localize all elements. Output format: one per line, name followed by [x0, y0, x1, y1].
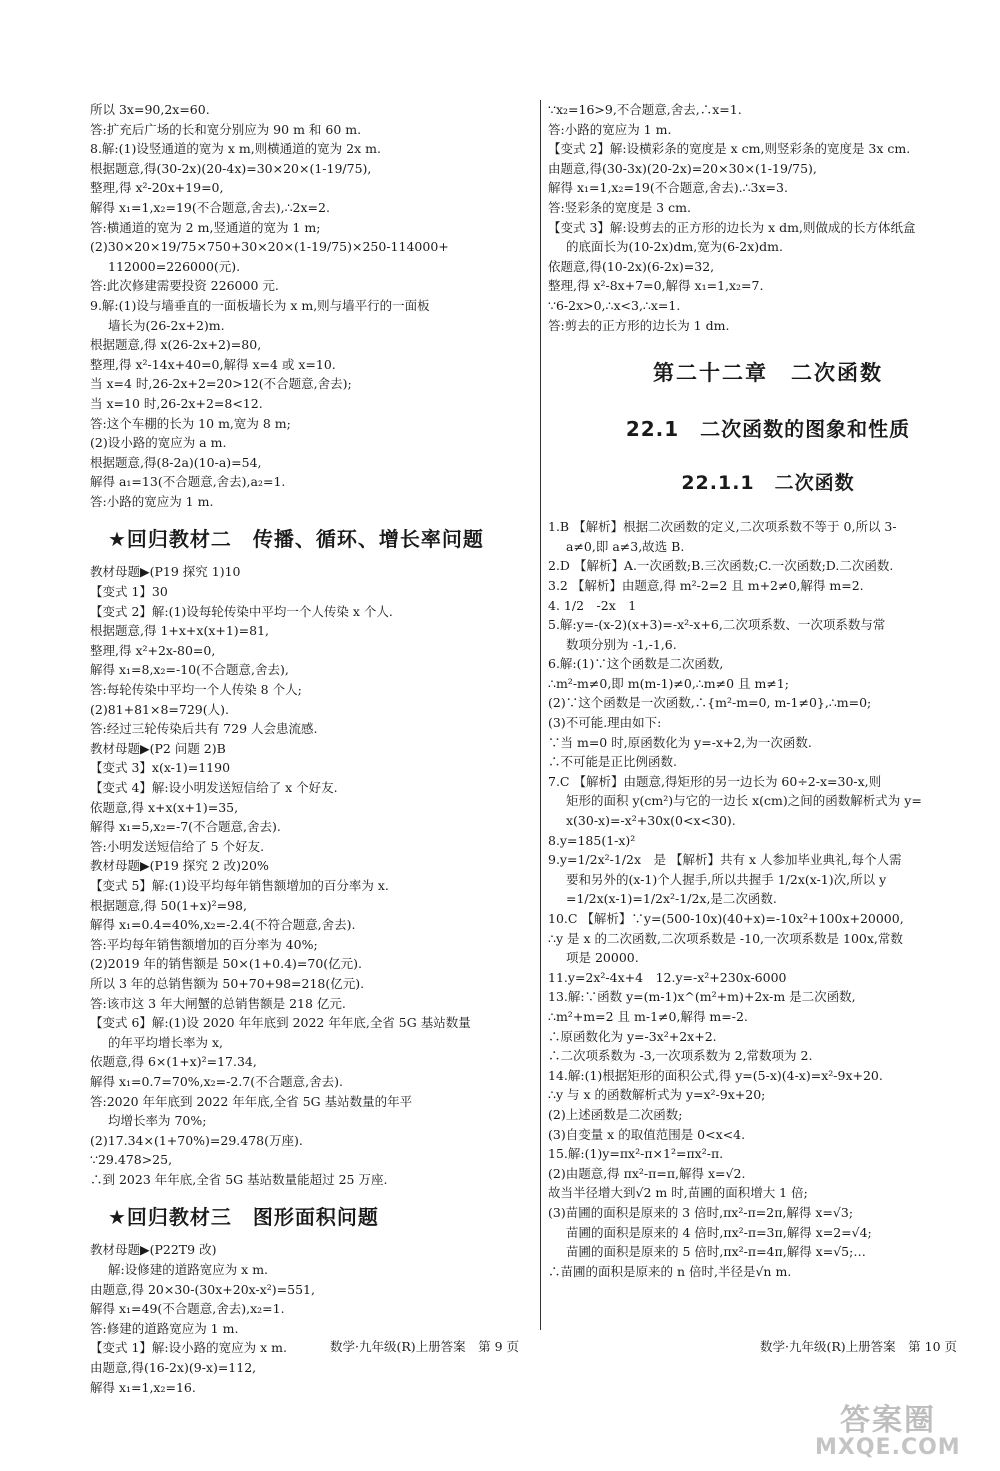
- text-line: 整理,得 x²-8x+7=0,解得 x₁=1,x₂=7.: [548, 278, 764, 294]
- text-line: 15.解:(1)y=πx²-π×1²=πx²-π.: [548, 1146, 724, 1162]
- text-line: 所以 3 年的总销售额为 50+70+98=218(亿元).: [90, 975, 365, 991]
- text-line: 苗圃的面积是原来的 5 倍时,πx²-π=4π,解得 x=√5;…: [566, 1244, 866, 1260]
- text-line: 2.D 【解析】A.一次函数;B.三次函数;C.一次函数;D.二次函数.: [548, 558, 894, 574]
- text-line: 数项分别为 -1,-1,6.: [566, 636, 677, 652]
- text-line: 答:横通道的宽为 2 m,竖通道的宽为 1 m;: [90, 219, 321, 235]
- subsubsection-title: 22.1.1 二次函数: [681, 472, 855, 495]
- text-line: 所以 3x=90,2x=60.: [90, 102, 210, 117]
- text-line: ∴m²-m≠0,即 m(m-1)≠0,∴m≠0 且 m≠1;: [548, 675, 789, 691]
- text-line: =1/2x(x-1)=1/2x²-1/2x,是二次函数.: [566, 891, 777, 907]
- text-line: 根据题意,得(30-2x)(20-4x)=30×20×(1-19/75),: [90, 160, 372, 176]
- text-line: ∵当 m=0 时,原函数化为 y=-x+2,为一次函数.: [548, 734, 812, 750]
- text-line: 10.C 【解析】∵y=(500-10x)(40+x)=-10x²+100x+20000,: [548, 911, 904, 926]
- text-line: 的年平均增长率为 x,: [108, 1034, 223, 1050]
- text-line: 的底面长为(10-2x)dm,宽为(6-2x)dm.: [566, 239, 783, 255]
- text-line: (2)设小路的宽应为 a m.: [90, 435, 227, 451]
- right-column: [548, 100, 988, 1281]
- left-section3: [90, 1240, 530, 1397]
- text-line: 解得 a₁=13(不合题意,舍去),a₂=1.: [90, 474, 286, 490]
- text-line: 根据题意,得 1+x+x(x+1)=81,: [90, 623, 270, 639]
- page-footer-right: 数学·九年级(R)上册答案 第 10 页: [760, 1339, 957, 1354]
- text-line: 由题意,得 20×30-(30x+20x-x²)=551,: [90, 1281, 315, 1297]
- text-line: (3)自变量 x 的取值范围是 0<x<4.: [548, 1126, 746, 1142]
- page-footer-left: 数学·九年级(R)上册答案 第 9 页: [330, 1339, 520, 1354]
- text-line: (2)∵这个函数是一次函数,∴{m²-m=0, m-1≠0},∴m=0;: [548, 695, 872, 711]
- text-line: 均增长率为 70%;: [108, 1113, 207, 1129]
- text-line: 教材母题▶(P2 问题 2)B: [90, 740, 226, 756]
- text-line: (2)30×20×19/75×750+30×20×(1-19/75)×250-114000+: [90, 239, 449, 255]
- text-line: (2)2019 年的销售额是 50×(1+0.4)=70(亿元).: [90, 956, 363, 972]
- text-line: 13.解:∵函数 y=(m-1)x^(m²+m)+2x-m 是二次函数,: [548, 989, 856, 1005]
- text-line: 矩形的面积 y(cm²)与它的一边长 x(cm)之间的函数解析式为 y=: [566, 793, 922, 809]
- text-line: 教材母题▶(P19 探究 2 改)20%: [90, 858, 269, 874]
- text-line: (2)81+81×8=729(人).: [90, 701, 229, 717]
- text-line: 当 x=10 时,26-2x+2=8<12.: [90, 395, 263, 411]
- text-line: 项是 20000.: [566, 950, 639, 966]
- text-line: 【变式 4】解:设小明发送短信给了 x 个好友.: [90, 780, 338, 795]
- text-line: 解得 x₁=1,x₂=19(不合题意,舍去),∴2x=2.: [90, 199, 330, 215]
- text-line: 6.解:(1)∵这个函数是二次函数,: [548, 656, 724, 672]
- text-line: ∴苗圃的面积是原来的 n 倍时,半径是√n m.: [548, 1263, 792, 1279]
- text-line: 由题意,得(16-2x)(9-x)=112,: [90, 1360, 257, 1376]
- text-line: 【变式 1】解:设小路的宽应为 x m.: [90, 1340, 287, 1356]
- text-line: 【变式 6】解:(1)设 2020 年年底到 2022 年年底,全省 5G 基站数量: [90, 1015, 471, 1031]
- text-line: 11.y=2x²-4x+4 12.y=-x²+230x-6000: [548, 969, 787, 985]
- text-line: 答:经过三轮传染后共有 729 人会患流感.: [90, 721, 318, 737]
- text-line: 【变式 1】30: [90, 584, 168, 600]
- text-line: (2)由题意,得 πx²-π=π,解得 x=√2.: [548, 1165, 746, 1181]
- text-line: 依题意,得 x+x(x+1)=35,: [90, 799, 239, 815]
- text-line: 解得 x₁=5,x₂=-7(不合题意,舍去).: [90, 819, 281, 835]
- right-answers: [548, 517, 988, 1281]
- text-line: 5.解:y=-(x-2)(x+3)=-x²-x+6,二次项系数、一次项系数与常: [548, 617, 886, 633]
- text-line: 答:2020 年年底到 2022 年年底,全省 5G 基站数量的年平: [90, 1093, 413, 1109]
- watermark-url: MXQE.COM: [815, 1435, 961, 1460]
- text-line: 答:剪去的正方形的边长为 1 dm.: [548, 317, 730, 333]
- column-divider: [540, 100, 541, 1330]
- text-line: ∵29.478>25,: [90, 1152, 173, 1168]
- right-top: [548, 100, 988, 335]
- text-line: 解得 x₁=1,x₂=19(不合题意,舍去).∴3x=3.: [548, 180, 788, 196]
- watermark-logo-text: 答案圈: [840, 1403, 936, 1438]
- text-line: 要和另外的(x-1)个人握手,所以共握手 1/2x(x-1)次,所以 y: [566, 871, 887, 887]
- text-line: 4. 1/2 -2x 1: [548, 597, 637, 613]
- text-line: 解得 x₁=49(不合题意,舍去),x₂=1.: [90, 1301, 285, 1317]
- left-intro: [90, 100, 530, 511]
- section2-title: ★回归教材二 传播、循环、增长率问题: [108, 527, 484, 552]
- text-line: 答:小路的宽应为 1 m.: [90, 493, 214, 509]
- text-line: 答:小明发送短信给了 5 个好友.: [90, 838, 265, 854]
- text-line: (2)上述函数是二次函数;: [548, 1106, 683, 1122]
- text-line: 当 x=4 时,26-2x+2=20>12(不合题意,舍去);: [90, 376, 352, 392]
- text-line: 7.C 【解析】由题意,得矩形的另一边长为 60÷2-x=30-x,则: [548, 773, 882, 789]
- text-line: ∴m²+m=2 且 m-1≠0,解得 m=-2.: [548, 1008, 748, 1024]
- text-line: ∴二次项系数为 -3,一次项系数为 2,常数项为 2.: [548, 1048, 813, 1064]
- text-line: 依题意,得(10-2x)(6-2x)=32,: [548, 258, 715, 274]
- text-line: 8.解:(1)设竖通道的宽为 x m,则横通道的宽为 2x m.: [90, 141, 381, 157]
- subsection-title: 22.1 二次函数的图象和性质: [625, 417, 911, 442]
- text-line: 根据题意,得 50(1+x)²=98,: [90, 897, 247, 913]
- left-column: [90, 100, 530, 1397]
- text-line: 【变式 2】解:(1)设每轮传染中平均一个人传染 x 个人.: [90, 603, 393, 619]
- text-line: 【变式 2】解:设横彩条的宽度是 x cm,则竖彩条的宽度是 3x cm.: [548, 141, 911, 157]
- text-line: 答:平均每年销售额增加的百分率为 40%;: [90, 936, 318, 952]
- text-line: 教材母题▶(P22T9 改): [90, 1242, 217, 1258]
- text-line: a≠0,即 a≠3,故选 B.: [566, 538, 685, 554]
- text-line: ∴y 与 x 的函数解析式为 y=x²-9x+20;: [548, 1087, 766, 1103]
- text-line: 整理,得 x²-20x+19=0,: [90, 180, 224, 196]
- text-line: 8.y=185(1-x)²: [548, 832, 636, 848]
- text-line: 解得 x₁=1,x₂=16.: [90, 1379, 196, 1395]
- text-line: 根据题意,得(8-2a)(10-a)=54,: [90, 454, 262, 470]
- text-line: 教材母题▶(P19 探究 1)10: [90, 564, 241, 580]
- text-line: 答:竖彩条的宽度是 3 cm.: [548, 199, 691, 215]
- text-line: 苗圃的面积是原来的 4 倍时,πx²-π=3π,解得 x=2=√4;: [566, 1224, 872, 1240]
- text-line: ∴不可能是正比例函数.: [548, 754, 677, 770]
- text-line: ∵6-2x>0,∴x<3,∴x=1.: [548, 297, 681, 313]
- text-line: 答:扩充后广场的长和宽分别应为 90 m 和 60 m.: [90, 121, 362, 137]
- text-line: 【变式 3】解:设剪去的正方形的边长为 x dm,则做成的长方体纸盒: [548, 219, 916, 235]
- text-line: 【变式 5】解:(1)设平均每年销售额增加的百分率为 x.: [90, 877, 389, 893]
- text-line: ∵x₂=16>9,不合题意,舍去,∴x=1.: [548, 102, 742, 117]
- section3-title: ★回归教材三 图形面积问题: [108, 1205, 379, 1230]
- text-line: (3)不可能.理由如下:: [548, 715, 662, 731]
- text-line: x(30-x)=-x²+30x(0<x<30).: [566, 813, 736, 829]
- text-line: 依题意,得 6×(1+x)²=17.34,: [90, 1054, 257, 1070]
- text-line: 答:这个车棚的长为 10 m,宽为 8 m;: [90, 415, 291, 431]
- text-line: 9.解:(1)设与墙垂直的一面板墙长为 x m,则与墙平行的一面板: [90, 297, 430, 313]
- text-line: 墙长为(26-2x+2)m.: [108, 317, 225, 333]
- text-line: 由题意,得(30-3x)(20-2x)=20×30×(1-19/75),: [548, 160, 817, 176]
- text-line: 解得 x₁=8,x₂=-10(不合题意,舍去),: [90, 662, 289, 678]
- text-line: 故当半径增大到√2 m 时,苗圃的面积增大 1 倍;: [548, 1185, 808, 1201]
- text-line: ∴原函数化为 y=-3x²+2x+2.: [548, 1028, 717, 1044]
- text-line: 112000=226000(元).: [108, 258, 241, 274]
- text-line: 9.y=1/2x²-1/2x 是 【解析】共有 x 人参加毕业典礼,每个人需: [548, 852, 902, 868]
- chapter-title: 第二十二章 二次函数: [653, 361, 883, 386]
- text-line: 答:小路的宽应为 1 m.: [548, 121, 672, 137]
- text-line: ∴到 2023 年年底,全省 5G 基站数量能超过 25 万座.: [90, 1171, 388, 1187]
- text-line: 答:此次修建需要投资 226000 元.: [90, 278, 279, 294]
- text-line: 答:该市这 3 年大闸蟹的总销售额是 218 亿元.: [90, 995, 346, 1011]
- text-line: 解:设修建的道路宽应为 x m.: [108, 1262, 269, 1278]
- text-line: 14.解:(1)根据矩形的面积公式,得 y=(5-x)(4-x)=x²-9x+20.: [548, 1067, 883, 1083]
- text-line: (2)17.34×(1+70%)=29.478(万座).: [90, 1132, 303, 1148]
- text-line: 根据题意,得 x(26-2x+2)=80,: [90, 337, 262, 353]
- left-section2: [90, 562, 530, 1189]
- text-line: 答:修建的道路宽应为 1 m.: [90, 1320, 239, 1336]
- text-line: 3.2 【解析】由题意,得 m²-2=2 且 m+2≠0,解得 m=2.: [548, 577, 864, 593]
- text-line: 整理,得 x²+2x-80=0,: [90, 642, 216, 658]
- text-line: (3)苗圃的面积是原来的 3 倍时,πx²-π=2π,解得 x=√3;: [548, 1204, 854, 1220]
- text-line: 解得 x₁=0.4=40%,x₂=-2.4(不符合题意,舍去).: [90, 917, 356, 933]
- text-line: 整理,得 x²-14x+40=0,解得 x=4 或 x=10.: [90, 356, 336, 372]
- text-line: 1.B 【解析】根据二次函数的定义,二次项系数不等于 0,所以 3-: [548, 519, 897, 535]
- text-line: ∴y 是 x 的二次函数,二次项系数是 -10,一次项系数是 100x,常数: [548, 930, 903, 946]
- text-line: 解得 x₁=0.7=70%,x₂=-2.7(不合题意,舍去).: [90, 1073, 343, 1089]
- text-line: 【变式 3】x(x-1)=1190: [90, 760, 231, 776]
- text-line: 答:每轮传染中平均一个人传染 8 个人;: [90, 682, 302, 698]
